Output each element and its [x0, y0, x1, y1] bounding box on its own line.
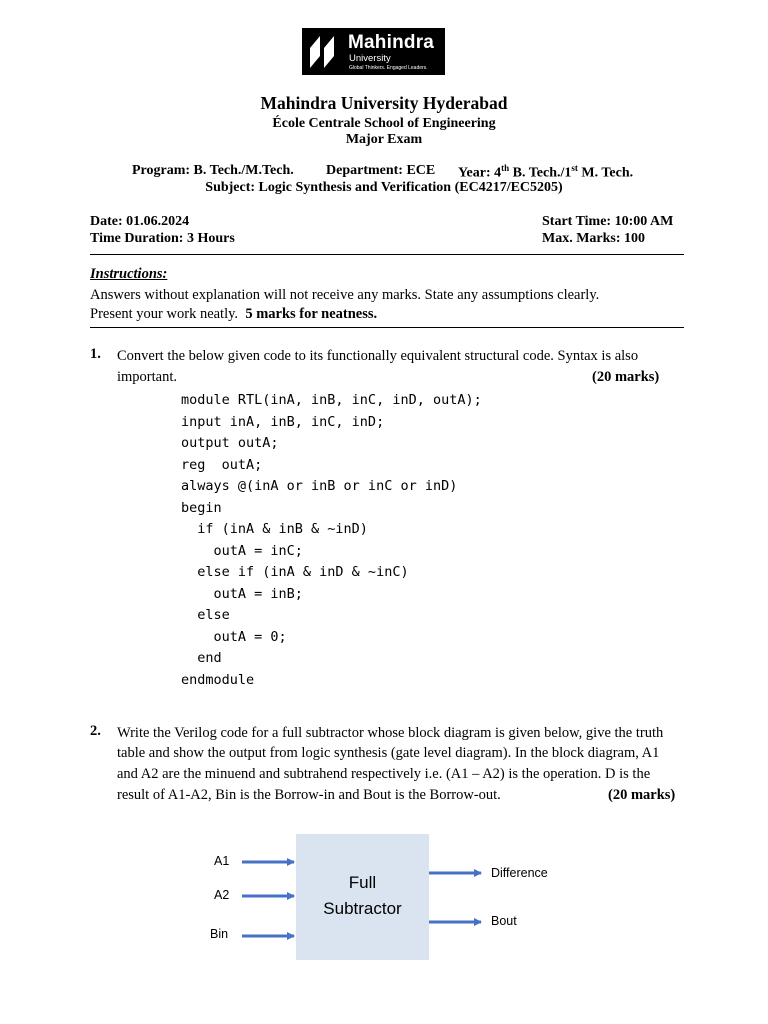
q2-text-line1: Write the Verilog code for a full subtractor whose block diagram is given below, give the truth — [117, 725, 664, 741]
code-line: module RTL(inA, inB, inC, inD, outA); — [181, 392, 482, 408]
full-subtractor-block — [296, 834, 429, 960]
code-line: always @(inA or inB or inC or inD) — [181, 478, 458, 494]
q2-number: 2. — [90, 723, 101, 739]
q1-number: 1. — [90, 346, 101, 362]
subject: Subject: Logic Synthesis and Verification (EC4217/EC5205) — [205, 180, 563, 195]
code-line: outA = inB; — [181, 585, 303, 602]
code-line: reg outA; — [181, 456, 263, 473]
year: Year: 4th B. Tech./1st M. Tech. — [458, 163, 634, 181]
q2-text-line3: and A2 are the minuend and subtrahend respectively i.e. (A1 – A2) is the operation. D is the — [117, 766, 651, 782]
code-line: input inA, inB, inC, inD; — [181, 413, 385, 430]
code-line: end — [181, 650, 222, 666]
code-line: begin — [181, 499, 222, 516]
code-line: else — [181, 607, 230, 623]
instructions-line1: Answers without explanation will not receive any marks. State any assumptions clearly. — [90, 287, 600, 303]
max-marks: Max. Marks: 100 — [542, 231, 646, 246]
input-label-a1: A1 — [214, 854, 230, 868]
q1-text-line2: important. — [117, 369, 178, 385]
diagram-svg — [200, 828, 580, 968]
logo-tagline: Global Thinkers. Engaged Leaders. — [349, 65, 428, 71]
code-line: outA = inC; — [181, 542, 303, 559]
logo-sub: University — [349, 53, 391, 64]
code-line: outA = 0; — [181, 628, 287, 645]
q1-text-line1: Convert the below given code to its functionally equivalent structural code. Syntax is also — [117, 348, 639, 364]
university-logo — [302, 28, 445, 75]
divider-top — [90, 254, 684, 255]
block-label-line1: Full — [348, 873, 377, 892]
department: Department: ECE — [326, 163, 436, 178]
school-name: École Centrale School of Engineering — [272, 116, 496, 131]
start-time: Start Time: 10:00 AM — [542, 214, 674, 229]
instructions-title: Instructions: — [90, 266, 168, 282]
logo-emblem-icon — [308, 34, 338, 70]
output-label-difference: Difference — [491, 866, 548, 880]
q2-marks: (20 marks) — [608, 787, 676, 803]
logo-name: Mahindra — [348, 32, 435, 53]
exam-name: Major Exam — [345, 132, 423, 147]
university-title: Mahindra University Hyderabad — [260, 93, 508, 113]
q2-text-line4: result of A1-A2, Bin is the Borrow-in and Bout is the Borrow-out. — [117, 787, 501, 803]
q1-marks: (20 marks) — [592, 369, 660, 385]
code-line: else if (inA & inD & ~inC) — [181, 564, 409, 580]
code-line: if (inA & inB & ~inD) — [181, 521, 368, 537]
full-subtractor-diagram — [200, 828, 580, 968]
q2-text-line2: table and show the output from logic synthesis (gate level diagram). In the block diagram, A1 — [117, 745, 660, 761]
block-label-line2: Subtractor — [323, 899, 402, 918]
input-label-bin: Bin — [210, 927, 229, 941]
exam-date: Date: 01.06.2024 — [90, 214, 190, 229]
exam-duration: Time Duration: 3 Hours — [90, 231, 235, 246]
input-label-a2: A2 — [214, 888, 230, 902]
code-line: output outA; — [181, 435, 279, 451]
instructions-line2: Present your work neatly. 5 marks for neatness. — [90, 306, 378, 322]
divider-bottom — [90, 327, 684, 328]
program: Program: B. Tech./M.Tech. — [132, 163, 294, 178]
output-label-bout: Bout — [491, 914, 517, 928]
code-line: endmodule — [181, 671, 255, 688]
